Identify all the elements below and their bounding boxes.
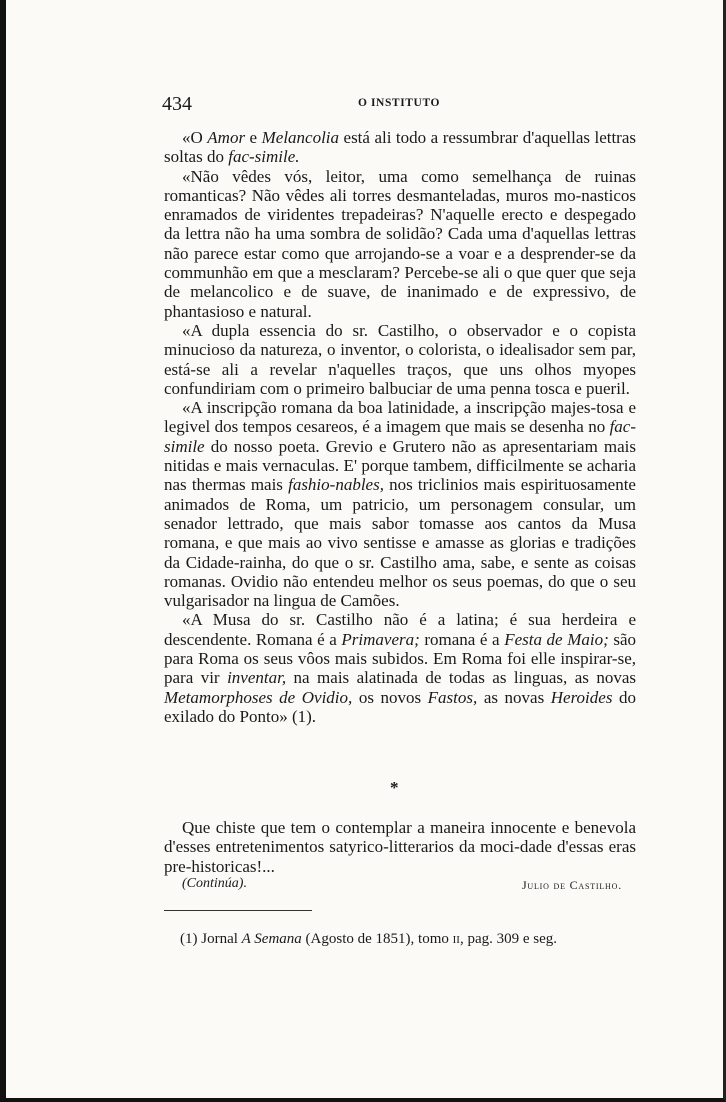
paragraph (164, 128, 636, 167)
italic-span: Heroides (550, 687, 613, 707)
footnote-rule (164, 910, 312, 911)
text-span: romana é a (419, 629, 505, 649)
italic-span: fac-simile. (228, 147, 300, 167)
italic-span: fac-simile (164, 417, 636, 456)
italic-span: Fastos, (427, 687, 478, 707)
paragraph (164, 398, 636, 610)
continua-note: (Continúa). (182, 876, 247, 891)
text-span: as novas (477, 687, 551, 707)
author-signature: Julio de Castilho. (521, 878, 622, 892)
italic-span: inventar, (227, 668, 287, 688)
text-span: «Não vêdes vós, leitor, uma como semelhança de ruinas romanticas? Não vêdes ali torres desmanteladas, muros mo-nasticos enramados de viridentes trepadeiras? N'aquelle erecto e despegado da lettra não ha uma sombra de solidão? Cada uma d'aquellas lettras não parece estar como que arrojando-se a voar e a desprender-se da communhão em que a mesclaram? Percebe-se ali o que quer que seja de melancolico e de suave, de inanimado e de expressivo, de phantasioso e natural. (164, 166, 636, 321)
text-span: nos triclinios mais espirituosamente animados de Roma, um patricio, um personagem consular, um senador lettrado, que mais sabor tomasse aos cantos da Musa romana, e que mais ao vivo sentisse e amasse as glorias e tradições da Cidade-rainha, do que o sr. Castilho ama, sabe, e sente as coisas romanas. Ovidio não entendeu melhor os seus poemas, do que o seu vulgarisador na lingua de Camões. (164, 475, 636, 611)
paragraph (164, 610, 636, 726)
text-span: , pag. 309 e seg. (459, 931, 558, 947)
text-span: «A dupla essencia do sr. Castilho, o observador e o copista minucioso da natureza, o inventor, o colorista, o idealisador sem par, está-se ali a revelar n'aquelles traços, que uns olhos myopes confundiriam com o primeiro balbuciar de uma penna tosca e pueril. (164, 320, 636, 398)
italic-span: Primavera; (341, 629, 420, 649)
text-span: são para Roma os seus vôos mais subidos. Em Roma foi elle inspirar-se, para vir (164, 629, 636, 688)
article-body (164, 128, 636, 726)
closing-paragraph: Que chiste que tem o contemplar a maneira innocente e benevola d'esses entretenimentos satyrico-litterarios da moci-dade d'essas eras pre-historicas!... (164, 818, 636, 876)
italic-span: Festa de Maio; (504, 629, 609, 649)
text-span: os novos (352, 687, 428, 707)
text-span: «O (182, 128, 208, 147)
text-span: na mais alatinada de todas as linguas, as novas (286, 668, 636, 688)
italic-span: Metamorphoses de Ovidio, (164, 687, 353, 707)
italic-span: fashio-nables, (288, 475, 384, 495)
paragraph (164, 167, 636, 321)
text-span: está ali todo a ressumbrar d'aquellas lettras soltas do (164, 128, 637, 167)
page-header (162, 93, 636, 115)
text-span: do exilado do Ponto» (1). (164, 687, 637, 726)
text-span: ii (452, 931, 460, 947)
text-span: (Agosto de 1851), tomo (301, 931, 453, 947)
italic-span: Amor (207, 128, 246, 147)
closing-section (164, 818, 636, 876)
running-title: O INSTITUTO (357, 97, 441, 109)
section-separator: * (390, 778, 399, 797)
footnote (180, 930, 640, 948)
page-number: 434 (162, 93, 192, 115)
text-span: e (245, 128, 262, 147)
paragraph (164, 321, 636, 398)
italic-span: Melancolia (261, 128, 340, 147)
italic-span: A Semana (241, 931, 302, 947)
signature-row (182, 876, 622, 894)
text-span: do nosso poeta. Grevio e Grutero não as apresentariam mais nitidas e mais vernaculas. E' porque tambem, difficilmente se acharia nas thermas mais (164, 436, 636, 495)
text-span: (1) Jornal (180, 931, 242, 947)
text-span: «A inscripção romana da boa latinidade, a inscripção majes-tosa e legivel dos tempos cesareos, é a imagem que mais se desenha no (164, 398, 636, 437)
text-span: «A Musa do sr. Castilho não é a latina; é sua herdeira e descendente. Romana é a (164, 610, 636, 649)
